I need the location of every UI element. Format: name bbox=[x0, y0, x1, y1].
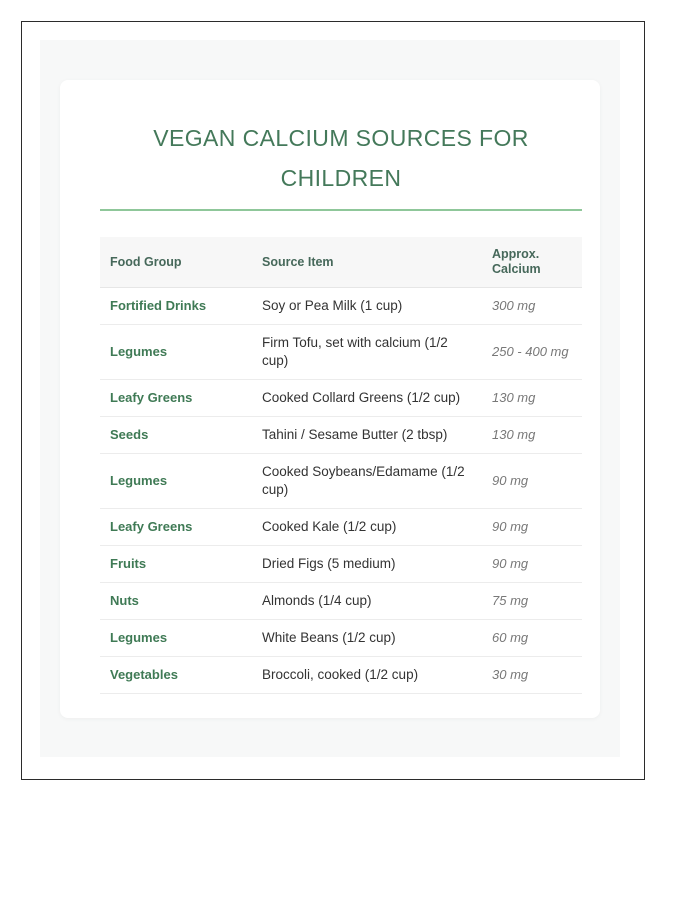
cell-source-item: Cooked Soybeans/Edamame (1/2 cup) bbox=[252, 454, 482, 509]
calcium-sources-table bbox=[100, 237, 582, 694]
column-header-food-group: Food Group bbox=[100, 237, 252, 288]
table-row bbox=[100, 380, 582, 417]
cell-approx-calcium: 90 mg bbox=[482, 509, 582, 546]
table-row bbox=[100, 288, 582, 325]
table-header bbox=[100, 237, 582, 288]
cell-food-group: Seeds bbox=[100, 417, 252, 454]
cell-approx-calcium: 60 mg bbox=[482, 620, 582, 657]
cell-source-item: Dried Figs (5 medium) bbox=[252, 546, 482, 583]
table-row bbox=[100, 454, 582, 509]
column-header-approx-calcium: Approx. Calcium bbox=[482, 237, 582, 288]
table-row bbox=[100, 546, 582, 583]
table-row bbox=[100, 620, 582, 657]
page-title: VEGAN CALCIUM SOURCES FOR CHILDREN bbox=[153, 125, 529, 191]
cell-approx-calcium: 250 - 400 mg bbox=[482, 325, 582, 380]
table-row bbox=[100, 417, 582, 454]
cell-source-item: Cooked Kale (1/2 cup) bbox=[252, 509, 482, 546]
cell-food-group: Vegetables bbox=[100, 657, 252, 694]
cell-food-group: Leafy Greens bbox=[100, 380, 252, 417]
cell-approx-calcium: 130 mg bbox=[482, 380, 582, 417]
cell-food-group: Nuts bbox=[100, 583, 252, 620]
table-row bbox=[100, 325, 582, 380]
table-row bbox=[100, 509, 582, 546]
table-header-row bbox=[100, 237, 582, 288]
cell-approx-calcium: 90 mg bbox=[482, 454, 582, 509]
cell-source-item: Tahini / Sesame Butter (2 tbsp) bbox=[252, 417, 482, 454]
cell-food-group: Legumes bbox=[100, 325, 252, 380]
cell-approx-calcium: 75 mg bbox=[482, 583, 582, 620]
cell-source-item: Firm Tofu, set with calcium (1/2 cup) bbox=[252, 325, 482, 380]
cell-approx-calcium: 130 mg bbox=[482, 417, 582, 454]
table-row bbox=[100, 657, 582, 694]
cell-approx-calcium: 30 mg bbox=[482, 657, 582, 694]
title-divider-rule bbox=[100, 209, 582, 211]
cell-source-item: Cooked Collard Greens (1/2 cup) bbox=[252, 380, 482, 417]
cell-food-group: Fortified Drinks bbox=[100, 288, 252, 325]
cell-approx-calcium: 90 mg bbox=[482, 546, 582, 583]
cell-source-item: White Beans (1/2 cup) bbox=[252, 620, 482, 657]
cell-food-group: Fruits bbox=[100, 546, 252, 583]
table-row bbox=[100, 583, 582, 620]
cell-food-group: Leafy Greens bbox=[100, 509, 252, 546]
cell-source-item: Broccoli, cooked (1/2 cup) bbox=[252, 657, 482, 694]
table-body bbox=[100, 288, 582, 694]
column-header-source-item: Source Item bbox=[252, 237, 482, 288]
cell-source-item: Soy or Pea Milk (1 cup) bbox=[252, 288, 482, 325]
cell-source-item: Almonds (1/4 cup) bbox=[252, 583, 482, 620]
cell-food-group: Legumes bbox=[100, 620, 252, 657]
cell-approx-calcium: 300 mg bbox=[482, 288, 582, 325]
cell-food-group: Legumes bbox=[100, 454, 252, 509]
